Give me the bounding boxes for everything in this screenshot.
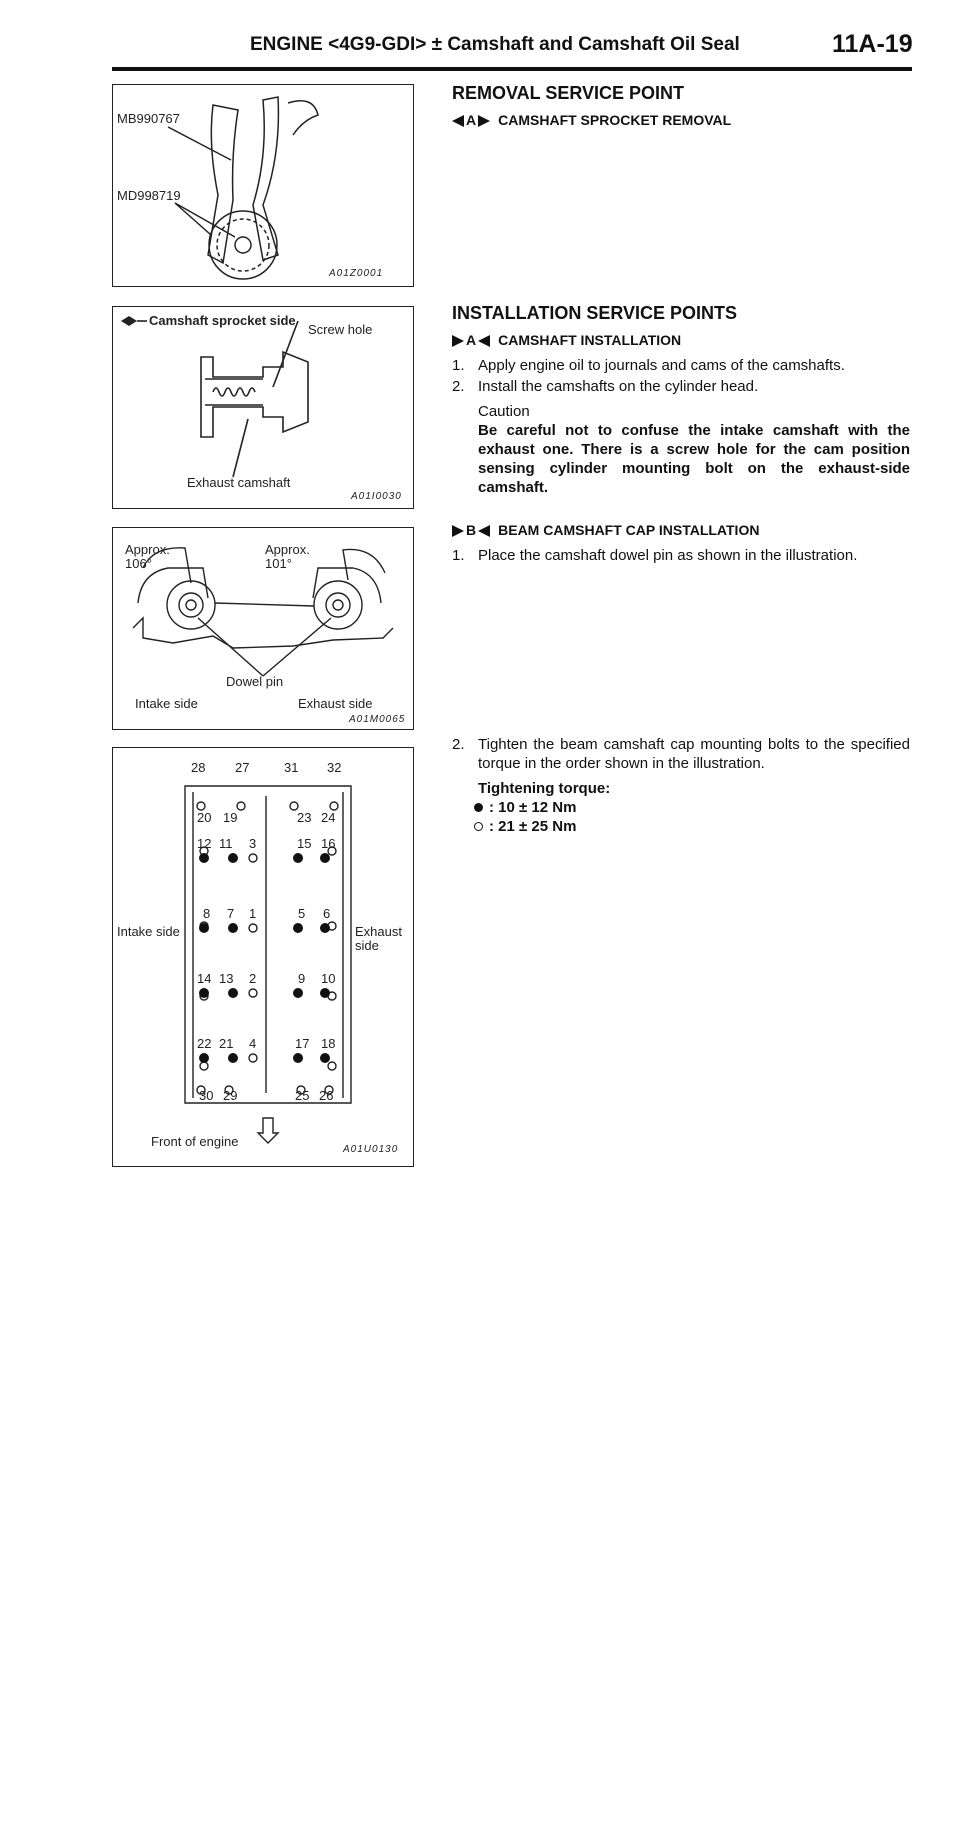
angle-right-label: 101° <box>265 556 292 571</box>
torque-line-filled <box>474 798 910 817</box>
bolt-27: 27 <box>235 760 250 775</box>
exhaust-side-label: Exhaust side <box>298 696 373 711</box>
bolt-21: 21 <box>219 1036 234 1051</box>
step-number: 1. <box>452 547 465 564</box>
bolt-29: 29 <box>223 1088 238 1103</box>
caution-label: Caution <box>478 403 530 420</box>
bolt-13: 13 <box>219 971 234 986</box>
bolt-12: 12 <box>197 836 212 851</box>
triangle-right-icon <box>452 335 464 347</box>
installation-a-title: CAMSHAFT INSTALLATION <box>498 332 682 348</box>
bolt-7: 7 <box>227 906 235 921</box>
figure-code: A01Z0001 <box>329 268 384 279</box>
figure-dowel-pin <box>112 527 414 730</box>
step-item <box>452 356 910 375</box>
step-text: Install the camshafts on the cylinder head. <box>478 378 759 395</box>
bolt-9: 9 <box>298 971 306 986</box>
bolt-1: 1 <box>249 906 257 921</box>
step-item <box>452 377 910 396</box>
triangle-right-icon <box>452 525 464 537</box>
step-number: 2. <box>452 378 465 395</box>
intake-side-label: Intake side <box>135 696 198 711</box>
bolt-31: 31 <box>284 760 299 775</box>
step-number: 1. <box>452 357 465 374</box>
exhaust-camshaft-label: Exhaust camshaft <box>187 475 291 490</box>
bolt-25: 25 <box>295 1088 310 1103</box>
figure-sprocket-removal <box>112 84 414 287</box>
exhaust-side-label: side <box>355 938 379 953</box>
installation-a-heading <box>452 331 910 350</box>
tool-label-mb990767: MB990767 <box>117 111 180 126</box>
bolt-24: 24 <box>321 810 336 825</box>
bolt-18: 18 <box>321 1036 336 1051</box>
bolt-5: 5 <box>298 906 306 921</box>
torque-value: : 10 ± 12 Nm <box>489 799 577 816</box>
screw-hole-label: Screw hole <box>308 322 373 337</box>
approx-right-label: Approx. <box>265 542 310 557</box>
marker-letter: A <box>466 332 477 348</box>
bolt-14: 14 <box>197 971 212 986</box>
bolt-20: 20 <box>197 810 212 825</box>
step-item <box>452 546 910 565</box>
figure-tightening-order <box>112 747 414 1167</box>
step-text: Tighten the beam camshaft cap mounting bolts to the specified torque in the order shown in the illustration. <box>478 736 910 772</box>
intake-side-label: Intake side <box>117 924 180 939</box>
bolt-26: 26 <box>319 1088 334 1103</box>
torque-line-open <box>474 817 910 836</box>
bolt-28: 28 <box>191 760 206 775</box>
step-number: 2. <box>452 736 465 753</box>
bolt-3: 3 <box>249 836 257 851</box>
bolt-2: 2 <box>249 971 257 986</box>
figure-code: A01M0065 <box>349 714 406 725</box>
exhaust-label: Exhaust <box>355 924 402 939</box>
bolt-6: 6 <box>323 906 331 921</box>
bolt-32: 32 <box>327 760 342 775</box>
figure-code: A01U0130 <box>343 1144 399 1155</box>
bolt-11: 11 <box>219 836 233 851</box>
triangle-left-icon <box>478 525 490 537</box>
approx-left-label: Approx. <box>125 542 170 557</box>
figure-exhaust-camshaft <box>112 306 414 509</box>
bolt-8: 8 <box>203 906 211 921</box>
bolt-16: 16 <box>321 836 336 851</box>
removal-title: REMOVAL SERVICE POINT <box>452 83 685 103</box>
step-text: Apply engine oil to journals and cams of the camshafts. <box>478 357 845 374</box>
bolt-15: 15 <box>297 836 312 851</box>
page-number: 11A-19 <box>832 30 913 58</box>
installation-b-heading <box>452 521 910 540</box>
tool-label-md998719: MD998719 <box>117 188 181 203</box>
bolt-4: 4 <box>249 1036 257 1051</box>
bolt-19: 19 <box>223 810 238 825</box>
bolt-22: 22 <box>197 1036 212 1051</box>
header-divider <box>112 67 912 71</box>
angle-left-label: 106° <box>125 556 152 571</box>
step-item <box>452 735 910 773</box>
bolt-17: 17 <box>295 1036 310 1051</box>
open-bolt-icon <box>474 822 483 831</box>
installation-title: INSTALLATION SERVICE POINTS <box>452 303 738 323</box>
bolt-30: 30 <box>199 1088 214 1103</box>
triangle-left-icon <box>478 335 490 347</box>
torque-value: : 21 ± 25 Nm <box>489 818 577 835</box>
installation-section <box>452 304 910 836</box>
filled-bolt-icon <box>474 803 483 812</box>
bolt-10: 10 <box>321 971 336 986</box>
installation-b-title: BEAM CAMSHAFT CAP INSTALLATION <box>498 522 760 538</box>
caution-text: Be careful not to confuse the intake camshaft with the exhaust one. There is a screw hole for the cam position sensing cylinder mounting bolt on the exhaust-side camshaft. <box>478 422 910 496</box>
marker-letter: B <box>466 522 477 538</box>
step-text: Place the camshaft dowel pin as shown in the illustration. <box>478 547 858 564</box>
tightening-torque-label: Tightening torque: <box>478 780 611 797</box>
page-header-title: ENGINE <4G9-GDI> ± Camshaft and Camshaft Oil Seal <box>250 34 740 55</box>
dowel-pin-label: Dowel pin <box>226 674 284 689</box>
marker-letter: A <box>466 112 477 128</box>
bolt-23: 23 <box>297 810 312 825</box>
cylinder-head-outline <box>113 748 413 1166</box>
triangle-left-icon <box>452 115 464 127</box>
removal-section <box>452 84 910 136</box>
front-of-engine-label: Front of engine <box>151 1134 239 1149</box>
triangle-right-icon <box>478 115 490 127</box>
camshaft-sprocket-side-label: Camshaft sprocket side <box>149 313 296 328</box>
removal-a-heading <box>452 111 910 130</box>
figure-code: A01I0030 <box>351 491 402 502</box>
removal-a-title: CAMSHAFT SPROCKET REMOVAL <box>498 112 732 128</box>
caution-block <box>478 402 910 497</box>
